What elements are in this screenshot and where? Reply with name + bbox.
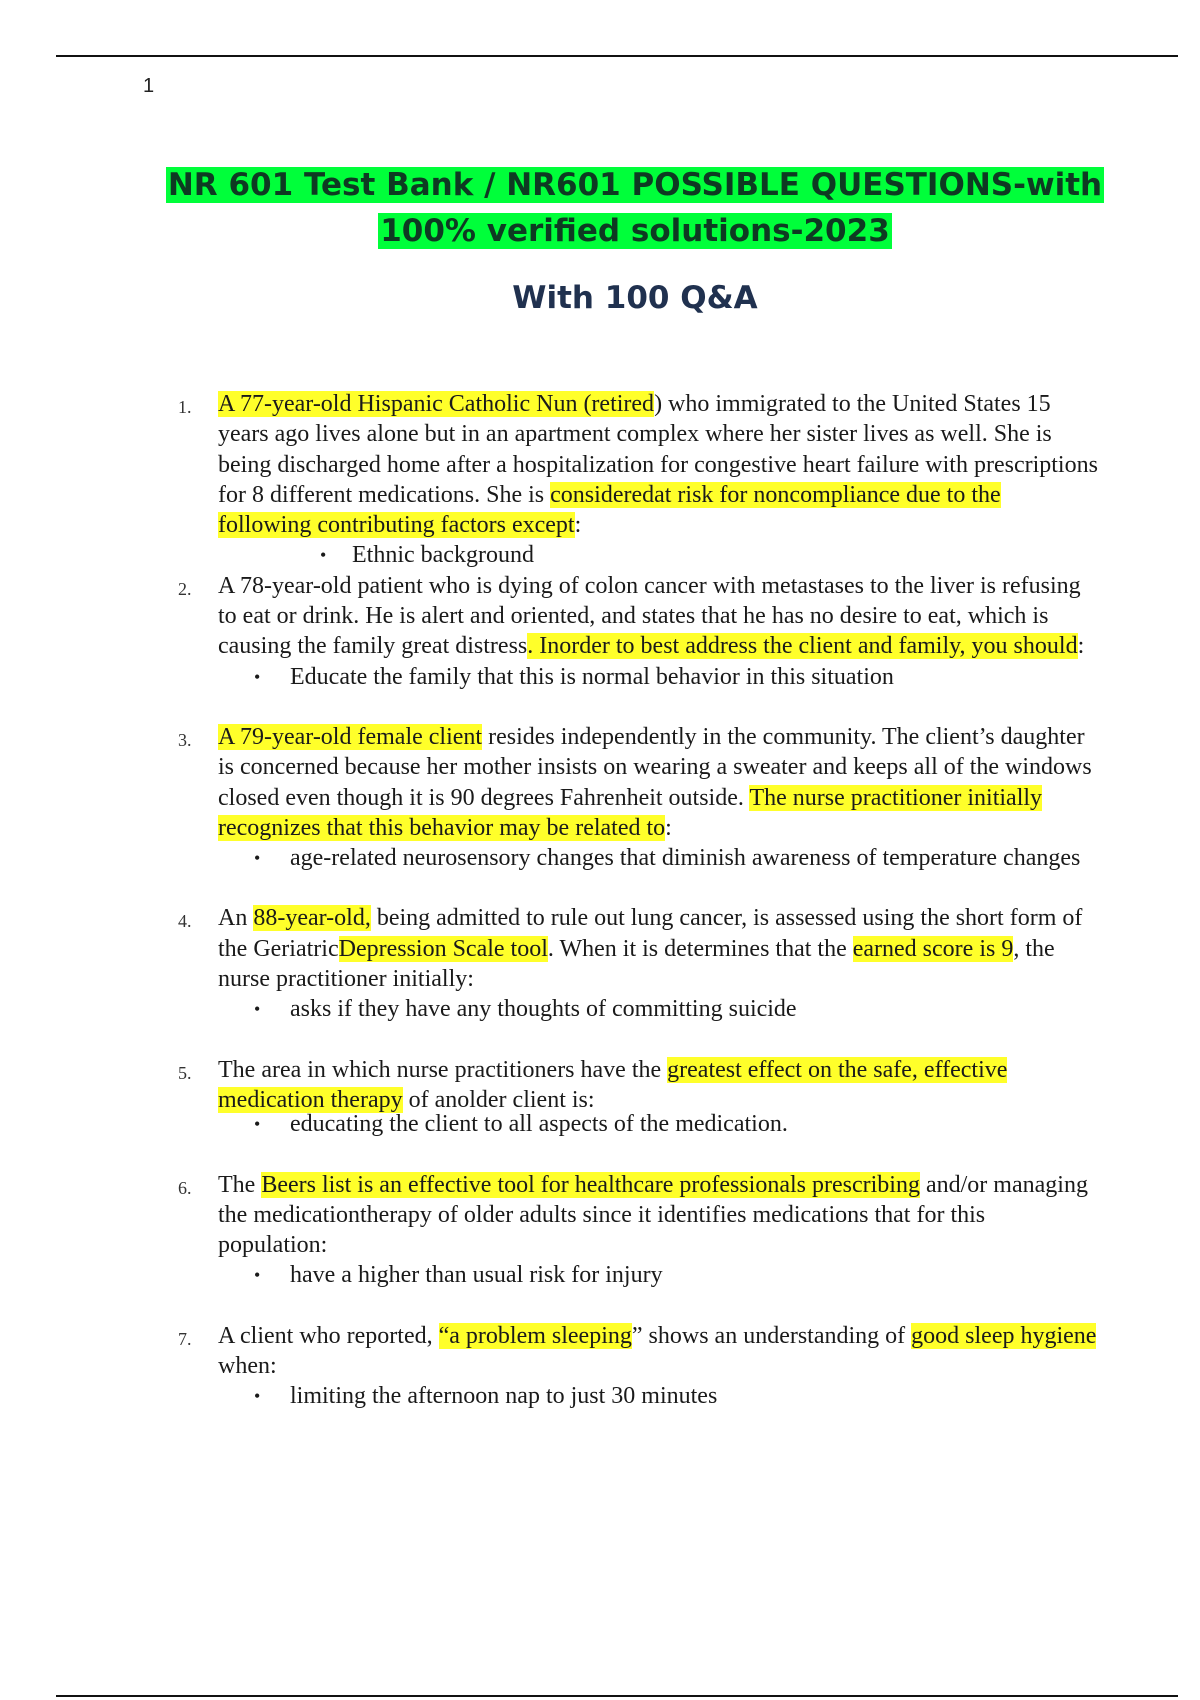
- question-text-part: A 78-year-old patient who is dying of colon cancer with metastases to the liver is refusing to eat or drink. He is alert and oriented, and states that he has no desire to eat, which is causing the family great distress: [218, 572, 1081, 660]
- question-text: [218, 722, 1098, 843]
- highlighted-text: The nurse practitioner initially recognizes that this behavior may be related to: [218, 784, 1043, 841]
- question-item-7: [178, 1321, 1098, 1412]
- answer-item: [218, 540, 1098, 570]
- highlighted-text: “a problem sleeping: [438, 1322, 632, 1349]
- bullet-icon: •: [254, 999, 261, 1020]
- question-text-part: :: [1077, 633, 1085, 660]
- answer-text: asks if they have any thoughts of committing suicide: [290, 996, 797, 1023]
- question-text-part: A client who reported,: [218, 1322, 439, 1349]
- title-line-2: 100% verified solutions-2023: [380, 213, 890, 249]
- answer-text: limiting the afternoon nap to just 30 minutes: [290, 1383, 718, 1410]
- answer-text: Ethnic background: [352, 542, 534, 569]
- question-text: [218, 1321, 1098, 1382]
- bullet-icon: •: [254, 1386, 261, 1407]
- question-list: [178, 389, 1098, 1412]
- question-item-2: [178, 571, 1098, 692]
- page-number: 1: [143, 75, 155, 97]
- answer-text: age-related neurosensory changes that diminish awareness of temperature changes: [290, 845, 1081, 872]
- question-text-part: and/or managing the medicationtherapy of older adults since it identifies medications that for this population:: [218, 1171, 1088, 1259]
- question-text-part: ” shows an understanding of: [631, 1322, 912, 1349]
- document-title: [100, 162, 1170, 254]
- question-text-part: The area in which nurse practitioners have the: [218, 1056, 668, 1083]
- answer-text: Educate the family that this is normal behavior in this situation: [290, 663, 894, 690]
- answer-item: [218, 1109, 1098, 1139]
- bullet-icon: •: [320, 545, 327, 566]
- question-number: 4.: [178, 911, 192, 932]
- question-text-part: being admitted to rule out lung cancer, is assessed using the short form of the Geriatric: [218, 905, 1083, 962]
- answer-item: [218, 994, 1098, 1024]
- bullet-icon: •: [254, 1114, 261, 1135]
- highlighted-text: 88-year-old,: [253, 905, 371, 932]
- highlighted-text: Beers list is an effective tool for healthcare professionals prescribing: [261, 1171, 920, 1198]
- question-item-3: [178, 722, 1098, 873]
- question-text: [218, 389, 1098, 540]
- bullet-icon: •: [254, 666, 261, 687]
- question-text-part: when:: [218, 1353, 277, 1380]
- question-number: 3.: [178, 729, 192, 750]
- bottom-rule: [56, 1695, 1178, 1697]
- highlighted-text: greatest effect on the safe, effective medication therapy: [218, 1056, 1008, 1113]
- question-item-1: [178, 389, 1098, 571]
- question-text-part: The: [218, 1171, 262, 1198]
- question-number: 1.: [178, 397, 192, 417]
- question-text-part: :: [665, 814, 672, 841]
- highlighted-text: earned score is 9: [852, 935, 1014, 962]
- answer-text: have a higher than usual risk for injury: [290, 1262, 663, 1289]
- question-text-part: . When it is determines that the: [547, 935, 853, 962]
- question-text-part: resides independently in the community. The client’s daughter is concerned because her mother insists on wearing a sweater and keeps all of the windows closed even though it is 90 degrees Fahrenheit outside.: [218, 723, 1092, 811]
- highlighted-text: Depression Scale tool: [338, 935, 548, 962]
- question-item-5: [178, 1055, 1098, 1140]
- answer-item: [218, 1260, 1098, 1290]
- highlighted-text: good sleep hygiene: [911, 1322, 1097, 1349]
- answer-item: [218, 1381, 1098, 1411]
- answer-text: educating the client to all aspects of the medication.: [290, 1111, 788, 1138]
- document-subtitle: With 100 Q&A: [512, 280, 758, 316]
- highlighted-text: A 77-year-old Hispanic Catholic Nun (retired: [218, 391, 655, 417]
- question-number: 7.: [178, 1328, 192, 1349]
- title-line-1: NR 601 Test Bank / NR601 POSSIBLE QUESTIONS-with: [167, 167, 1103, 203]
- highlighted-text: . Inorder to best address the client and family, you should: [527, 633, 1078, 660]
- question-text: [218, 903, 1098, 994]
- answer-item: [218, 662, 1098, 692]
- question-text: [218, 1170, 1098, 1261]
- question-number: 5.: [178, 1062, 192, 1083]
- question-text-part: ) who immigrated to the United States 15 years ago lives alone but in an apartment complex where her sister lives as well. She is being discharged home after a hospitalization for congestive heart failure with prescriptions for 8 different medications. She is: [218, 391, 1098, 508]
- bullet-icon: •: [254, 848, 261, 869]
- highlighted-text: A 79-year-old female client: [218, 723, 483, 750]
- question-text: [218, 1055, 1098, 1116]
- question-item-6: [178, 1170, 1098, 1291]
- top-rule: [56, 55, 1178, 57]
- answer-item: [218, 843, 1098, 873]
- question-text-part: An: [218, 905, 254, 932]
- question-text-part: , the nurse practitioner initially:: [218, 935, 1055, 993]
- question-text-part: :: [574, 512, 582, 539]
- highlighted-text: consideredat risk for noncompliance due to the following contributing factors except: [218, 481, 1001, 539]
- question-item-4: [178, 903, 1098, 1024]
- bullet-icon: •: [254, 1265, 261, 1286]
- question-number: 6.: [178, 1177, 192, 1198]
- question-text-part: of anolder client is:: [402, 1086, 595, 1113]
- question-number: 2.: [178, 578, 192, 599]
- question-text: [218, 571, 1098, 662]
